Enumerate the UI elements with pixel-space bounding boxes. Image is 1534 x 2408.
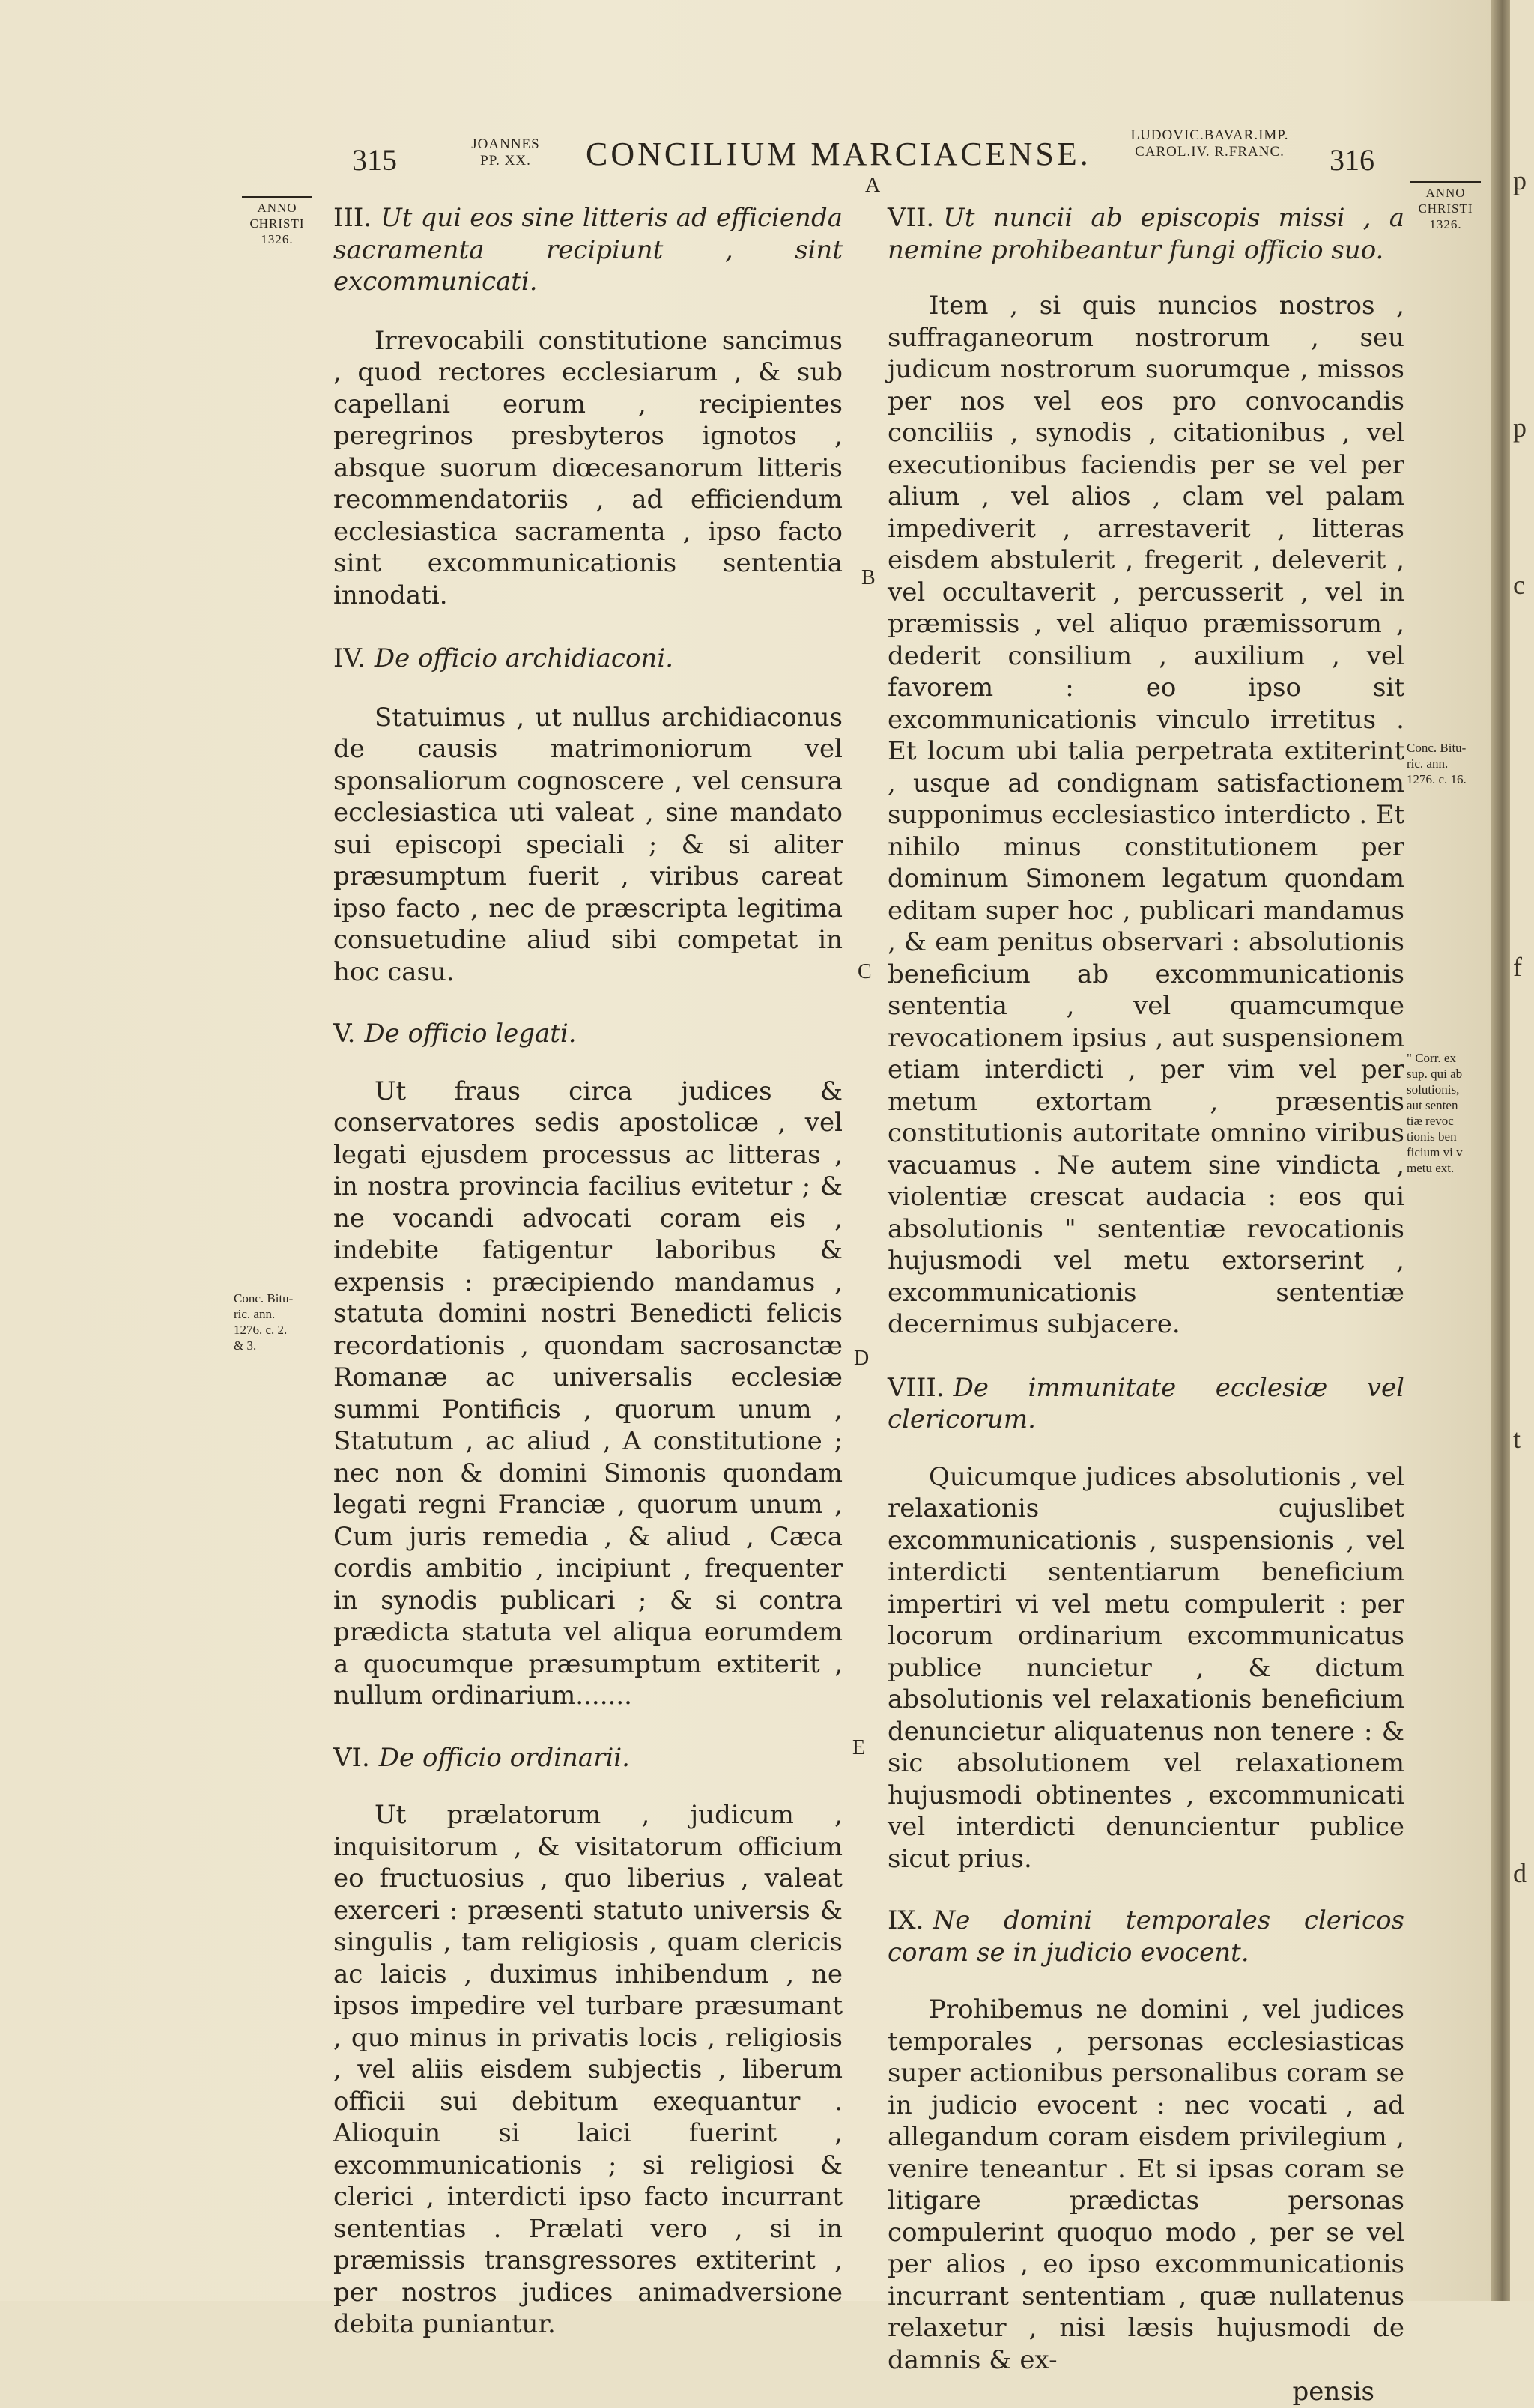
anno-line1: ANNO — [257, 201, 297, 215]
right-rulers — [1097, 127, 1322, 160]
section-9 — [888, 1905, 1404, 2408]
section-text: Item , si quis nuncios nostros , suffraganeorum nostrorum , seu judicum nostrorum suorumque , missos per nos vel eos pro convocandis conciliis , synodis , citationibus , vel executionibus faciendis per se vel per alium , vel alios , clam vel palam impediverit , arrestaverit , litteras eisdem abstulerit , fregerit , deleverit , vel occultaverit , percusserit , vel in præmissis , vel aliquo præmissorum , dederit consilium , auxilium , vel favorem : eo ipso sit excommunicationis vinculo irretitus . Et locum ubi talia perpetrata extiterint , usque ad condignam satisfactionem supponimus ecclesiastico interdicto . Et nihilo minus constitutionem per dominum Simonem legatum quondam editam super hoc , publicari mandamus , & eam penitus observari : absolutionis beneficium ab excommunicationis sententia , vel quamcumque revocationem ipsius , aut suspensionem etiam interdicti , per vim vel per metum extortam , præsentis constitutionis autoritate omnino viribus vacuamus . Ne autem sine vindicta , violentiæ crescat audacia : eos qui absolutionis " sententiæ revocationis hujusmodi vel metu extorserint , excommunicationis sententiæ decernimus subjacere. — [888, 291, 1404, 1339]
anno-line1: ANNO — [1425, 186, 1466, 200]
section-number: V. — [333, 1019, 356, 1049]
section-heading — [333, 1018, 843, 1050]
marker-e: E — [852, 1736, 866, 1759]
section-heading — [888, 1905, 1404, 1968]
section-heading — [333, 1742, 843, 1774]
section-text: Prohibemus ne domini , vel judices temporales , personas ecclesiasticas super actionibus personalibus coram se in judicio evocent : nec vocati , ad allegandum coram eisdem privilegium , venire teneantur . Et si ipsas coram se litigare prædictas personas compulerint quoquo modo , per se vel per alios , eo ipso excommunicationis incurrant sententiam , quæ nullatenus relaxetur , nisi læsis hujusmodi de damnis & ex- — [888, 1995, 1404, 2375]
section-text: Quicumque judices absolutionis , vel relaxationis cujuslibet excommunicationis , suspensionis , vel interdicti sententiarum beneficium impertiri vi vel metu compulerit : per locorum ordinarium excommunicatus publice nuncietur , & dictum absolutionis vel relaxationis beneficium denuncietur aliquatenus non tenere : & sic absolutionem vel relaxationem hujusmodi obtinentes , excommunicati vel interdicti denuncientur publice sicut prius. — [888, 1461, 1404, 1874]
left-pope-bottom: PP. XX. — [480, 153, 531, 169]
section-number: IV. — [333, 643, 366, 673]
anno-line3: 1326. — [261, 232, 294, 246]
right-ruler-top: LUDOVIC.BAVAR.IMP. — [1130, 127, 1289, 143]
section-5 — [333, 1018, 843, 1712]
margin-note-bituric-right: Conc. Bitu- ric. ann. 1276. c. 16. — [1407, 741, 1467, 786]
next-page-fragment: t — [1513, 1424, 1521, 1454]
next-page-fragment: d — [1513, 1858, 1527, 1888]
section-text: Irrevocabili constitutione sancimus , quod rectores ecclesiarum , & sub capellani eorum , recipientes peregrinos presbyteros ignotos , absque suorum diœcesanorum litteris recommendatoriis , ad efficiendum ecclesiastica sacramenta , ipso facto sint excommunicationis sententia innodati. — [333, 325, 843, 610]
right-column — [888, 202, 1404, 2408]
next-page-fragment: p — [1513, 413, 1527, 443]
anno-christi-left — [236, 196, 318, 247]
section-text: Ut prælatorum , judicum , inquisitorum , & visitatorum officium eo fructuosius , quo liberius , valeat exerceri : præsenti statuto universis & singulis , tam religiosis , quam clericis ac laicis , duximus inhibendum , ne ipsos impedire vel turbare præsumant , quo minus in privatis locis , religiosis , vel aliis eisdem subjectis , liberum officii sui debitum exequantur . Alioquin si laici fuerint , excommunicationis ; si religiosi & clerici , interdicti ipso facto incurrant sententias . Prælati vero , si in præmissis transgressores extiterint , per nostros judices animadversione debita puniantur. — [333, 1800, 843, 2339]
section-heading — [888, 1372, 1404, 1436]
section-number: VIII. — [888, 1372, 945, 1403]
section-number: VI. — [333, 1742, 370, 1773]
anno-rule — [1410, 181, 1481, 183]
section-7 — [888, 202, 1404, 1341]
left-pope-top: JOANNES — [471, 136, 540, 152]
section-text: Ut fraus circa judices & conservatores sedis apostolicæ , vel legati ejusdem processus ac litteras , in nostra provincia facilius evitetur ; & ne vocandi advocati coram eis , indebite fatigentur laboribus & expensis : præcipiendo mandamus , statuta domini nostri Benedicti felicis recordationis , quondam sacrosanctæ Romanæ ac universalis ecclesiæ summi Pontificis , quorum unum , Statutum , ac aliud , A constitutione ; nec non & domini Simonis quondam legati regni Franciæ , quorum unum , Cum juris remedia , & aliud , Cæca cordis ambitio , incipiunt , frequenter in synodis publicari ; & si contra prædicta statuta vel aliqua eorumdem a quocumque præsumptum extiterit , nullum ordinarium....... — [333, 1076, 843, 1711]
anno-line2: CHRISTI — [249, 216, 305, 231]
left-column — [333, 202, 843, 2341]
page-title: CONCILIUM MARCIACENSE. — [586, 136, 1091, 172]
next-page-fragment: c — [1513, 570, 1525, 600]
section-title: Ut qui eos sine litteris ad efficienda sacramenta recipiunt , sint excommunicati. — [333, 203, 843, 297]
section-title: De officio archidiaconi. — [374, 643, 674, 673]
anno-line2: CHRISTI — [1418, 201, 1473, 216]
section-heading — [333, 202, 843, 298]
section-title: De officio ordinarii. — [378, 1742, 630, 1773]
section-title: Ne domini temporales clericos coram se in judicio evocent. — [888, 1905, 1404, 1968]
next-page-fragment: f — [1513, 952, 1522, 982]
section-text: Statuimus , ut nullus archidiaconus de causis matrimoniorum vel sponsaliorum cognoscere , vel censura ecclesiastica uti valeat , sine mandato sui episcopi speciali ; & si aliter præsumptum fuerit , viribus careat ipso facto , nec de præscripta legitima consuetudine aliud sibi competat in hoc casu. — [333, 702, 843, 987]
marker-b: B — [861, 566, 876, 589]
anno-rule — [242, 196, 312, 198]
book-gutter — [1491, 0, 1510, 2301]
left-page-number: 315 — [352, 143, 397, 177]
anno-line3: 1326. — [1429, 217, 1462, 231]
section-title: De immunitate ecclesiæ vel clericorum. — [888, 1372, 1404, 1434]
section-3 — [333, 202, 843, 611]
section-number: IX. — [888, 1905, 924, 1935]
section-heading — [888, 202, 1404, 266]
margin-note-bituric-left: Conc. Bitu- ric. ann. 1276. c. 2. & 3. — [234, 1291, 294, 1353]
section-8 — [888, 1372, 1404, 1875]
anno-christi-right — [1404, 181, 1487, 232]
section-6 — [333, 1742, 843, 2341]
next-page-fragment: p — [1513, 166, 1527, 195]
running-header — [0, 127, 1491, 180]
marker-c: C — [858, 960, 872, 983]
margin-note-correction: " Corr. ex sup. qui ab solutionis, aut senten tiæ revoc tionis ben ficium vi v metu ext. — [1407, 1051, 1463, 1175]
left-pope — [453, 136, 558, 169]
section-number: III. — [333, 203, 372, 233]
marker-a: A — [865, 174, 881, 197]
section-heading — [333, 643, 843, 675]
marker-d: D — [854, 1347, 870, 1370]
section-title: De officio legati. — [364, 1019, 577, 1049]
catchword: pensis — [1292, 2377, 1374, 2407]
section-number: VII. — [888, 203, 935, 233]
section-4 — [333, 643, 843, 988]
section-title: Ut nuncii ab episcopis missi , a nemine prohibeantur fungi officio suo. — [888, 203, 1404, 265]
right-page-number: 316 — [1330, 143, 1374, 177]
next-page-edge — [1510, 0, 1534, 2301]
right-ruler-bottom: CAROL.IV. R.FRANC. — [1135, 144, 1285, 160]
